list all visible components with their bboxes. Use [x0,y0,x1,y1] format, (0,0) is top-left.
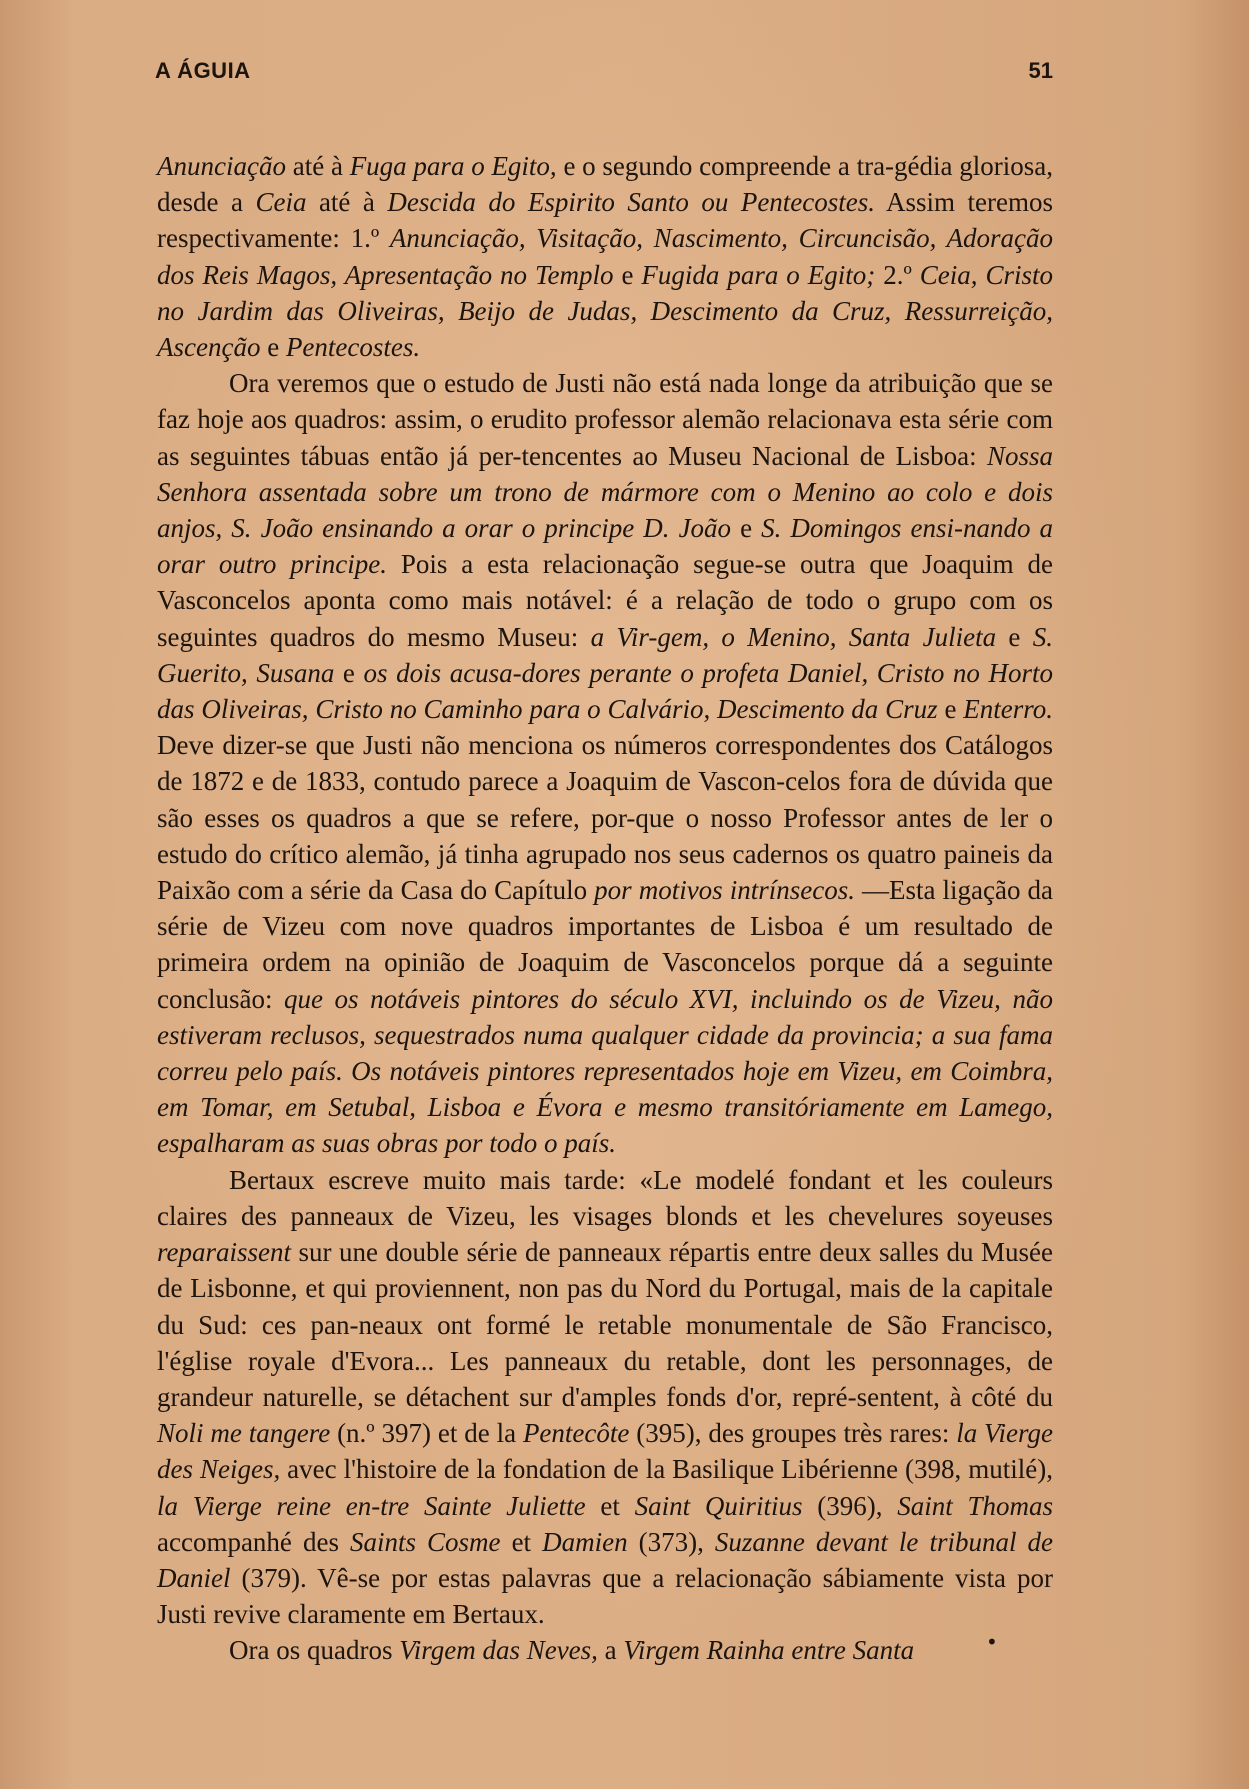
text-run: Ora veremos que o estudo de Justi não está nada longe da atribuição que se faz hoje aos quadros: assim, o erudito professor alemão relacionava esta série com as seguintes tábuas então já per-tencentes ao Museu Nacional de Lisboa: [157,368,1053,471]
paragraph [157,1632,1053,1668]
text-run: Bertaux escreve muito mais tarde: «Le modelé fondant et les couleurs claires des panneaux de Vizeu, les visages blonds et les chevelures soyeuses [157,1164,1053,1231]
text-run: (395), des groupes très rares: [629,1418,957,1449]
text-run: (n.º 397) et de la [330,1418,523,1449]
italic-text: Saints Cosme [349,1526,501,1557]
running-title: A ÁGUIA [155,58,251,83]
italic-text: Damien [542,1526,628,1557]
text-run: e [731,513,762,544]
italic-text: Suzanne devant le tribunal de Daniel [157,1526,1053,1593]
italic-text: Noli me tangere [157,1418,331,1449]
text-run: avec l'histoire de la fondation de la Basilique Libérienne (398, mutilé), [280,1454,1053,1485]
italic-text: Pentecôte [522,1418,630,1449]
italic-text: Virgem Rainha entre Santa [623,1635,915,1666]
body-text [157,148,1053,1669]
paragraph [157,148,1053,365]
text-run: e [334,657,364,688]
text-run: —Esta ligação da série de Vizeu com nove quadros importantes de Lisboa é um resultado de primeira ordem na opinião de Joaquim de Vasconcelos porque dá a seguinte conclusão: [157,875,1053,1014]
italic-text: Anunciação [157,151,286,181]
text-run: e [937,694,964,725]
text-run: Deve dizer-se que Justi não menciona os números correspondentes dos Catálogos de 1872 e de 1833, contudo parece a Joaquim de Vascon-celos fora de dúvida que são esses os quadros a que se refere, por-que o nosso Professor antes de ler o estudo do crítico alemão, já tinha agrupado nos seus cadernos os quatro paineis da Paixão com a série da Casa do Capítulo [157,730,1053,906]
italic-text: Ceia, Cristo no Jardim das Oliveiras, Beijo de Judas, Descimento da Cruz, Ressurreição, Ascenção [157,259,1054,363]
footer-ornament: • [986,1630,998,1654]
italic-text: la Vierge reine en-tre Sainte Juliette [157,1490,586,1521]
italic-text: a Vir-gem, o Menino, Santa Julieta [590,621,997,652]
italic-text: Ceia [255,187,307,218]
italic-text: Nossa Senhora assentada sobre um trono de mármore com o Menino ao colo e dois anjos, S. João ensinando a orar o principe D. João [157,440,1053,544]
page-number: 51 [1028,58,1053,83]
text-run: (373), [627,1526,715,1557]
text-run: Pois a esta relacionação segue-se outra que Joaquim de Vasconcelos aponta como mais notável: é a relação de todo o grupo com os seguintes quadros do mesmo Museu: [157,549,1054,652]
text-run: et [500,1526,543,1557]
italic-text: Fuga para o Egito, [349,151,557,181]
text-run: sur une double série de panneaux répartis entre deux salles du Musée de Lisbonne, et qui proviennent, non pas du Nord du Portugal, mais de la capitale du Sud: ces pan-neaux ont formé le retable monumentale de São Francisco, l'église royale d'Evora... Les panneaux du retable, dont les personnages, de grandeur naturelle, se détachent sur d'amples fonds d'or, repré-sentent, à côté du [157,1237,1053,1412]
italic-text: Saint Thomas [897,1490,1053,1521]
text-run: 2.º [875,259,920,290]
text-run: e [996,621,1033,652]
text-run: Assim teremos respectivamente: 1.º [157,187,1054,254]
italic-text: S. Domingos ensi-nando a orar outro principe. [157,513,1053,580]
italic-text: Saint Quiritius [634,1490,803,1521]
italic-text: por motivos intrínsecos. [594,875,855,906]
italic-text: Descida do Espirito Santo ou Pentecostes. [387,187,876,218]
italic-text: reparaissent [157,1237,291,1268]
paragraph [157,1162,1053,1633]
text-run: (379). Vê-se por estas palavras que a relacionação sábiamente vista por Justi revive claramente em Bertaux. [157,1562,1053,1630]
running-header [155,58,1053,88]
text-run: Ora os quadros [229,1635,400,1666]
text-run: e [260,332,286,363]
text-run: accompanhé des [157,1526,350,1557]
italic-text: Fugida para o Egito; [641,259,876,290]
text-run: até à [306,187,388,218]
text-run: et [585,1490,635,1521]
text-run: a [597,1635,624,1666]
italic-text: S. Guerito, Susana [157,621,1053,688]
text-run: e o segundo compreende a tra-gédia gloriosa, desde a [157,151,1054,218]
text-run: até à [285,151,350,181]
italic-text: Enterro. [963,694,1053,725]
italic-text: Anunciação, Visitação, Nascimento, Circuncisão, Adoração dos Reis Magos, Apresentação no Templo [157,223,1054,290]
text-run: (396), [802,1490,898,1521]
italic-text: Virgem das Neves, [399,1635,598,1666]
italic-text: Pentecostes. [285,332,421,363]
paragraph [157,365,1053,1161]
italic-text: os dois acusa-dores perante o profeta Daniel, Cristo no Horto das Oliveiras, Cristo no Caminho para o Calvário, Descimento da Cruz [157,657,1054,725]
italic-text: la Vierge des Neiges, [157,1418,1054,1485]
italic-text: que os notáveis pintores do século XVI, incluindo os de Vizeu, não estiveram reclusos, sequestrados numa qualquer cidade da provincia; a sua fama correu pelo país. Os notáveis pintores representados hoje em Vizeu, em Coimbra, em Tomar, em Setubal, Lisboa e Évora e mesmo transitóriamente em Lamego, espalharam as suas obras por todo o país. [157,983,1053,1159]
text-run: e [613,259,642,290]
